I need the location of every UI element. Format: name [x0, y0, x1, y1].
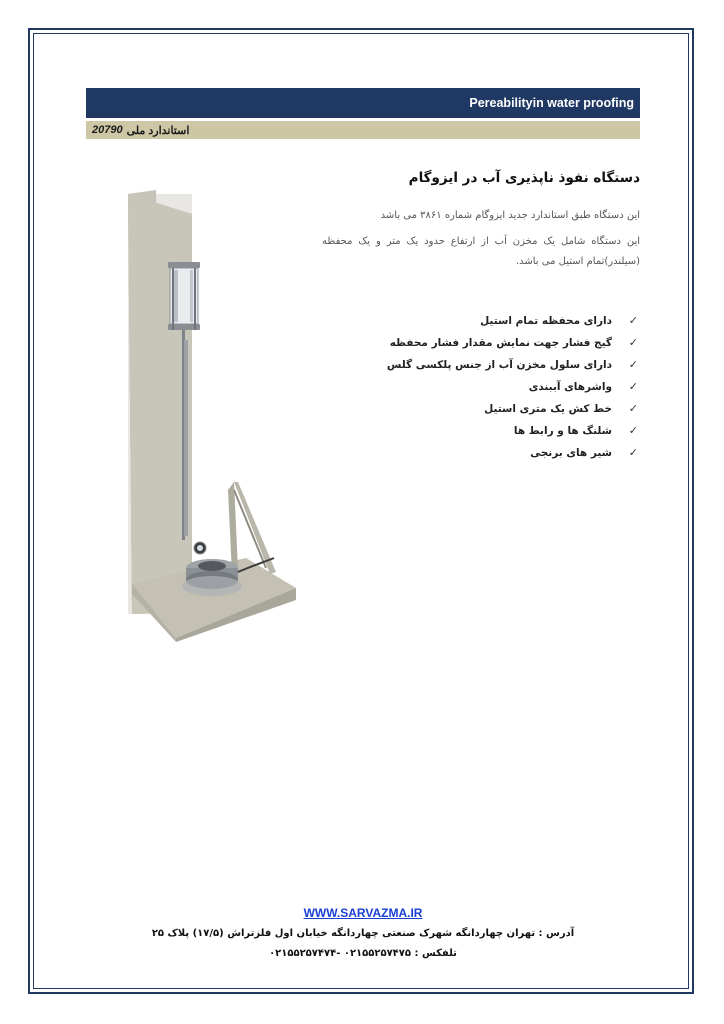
- website-link[interactable]: WWW.SARVAZMA.IR: [303, 906, 423, 920]
- check-icon: ✓: [628, 336, 638, 349]
- feature-item: ✓ شیر های برنجی: [322, 442, 612, 464]
- check-icon: ✓: [628, 380, 638, 393]
- feature-item: ✓ شلنگ ها و رابط ها: [322, 420, 612, 442]
- feature-item: ✓ دارای سلول مخزن آب از جنس پلکسی گلس: [322, 354, 612, 376]
- header-title: Pereabilityin water proofing: [469, 96, 634, 110]
- header-bar: [86, 88, 640, 118]
- phone-text: تلفکس : ۰۲۱۵۵۲۵۷۴۷۵ -۰۲۱۵۵۲۵۷۴۷۴: [269, 948, 457, 959]
- check-icon: ✓: [628, 402, 638, 415]
- product-title: دستگاه نفوذ ناپذیری آب در ایزوگام: [408, 170, 640, 186]
- check-icon: ✓: [628, 314, 638, 327]
- address-text: آدرس : تهران چهاردانگه شهرک صنعتی چهاردانگه خیابان اول فلزتراش (۱۷/۵) پلاک ۲۵: [151, 928, 575, 939]
- standard-label: استاندارد ملی: [126, 124, 190, 137]
- check-icon: ✓: [628, 358, 638, 371]
- standard-number: 20790: [92, 124, 123, 136]
- feature-item: ✓ گیج فشار جهت نمایش مقدار فشار محفظه: [322, 332, 612, 354]
- description-paragraph: این دستگاه شامل یک مخزن آب از ارتفاع حدود یک متر و یک محفظه (سیلندر)تمام استیل می باشد.: [322, 236, 640, 267]
- feature-item: ✓ خط کش یک متری استیل: [322, 398, 612, 420]
- feature-item: ✓ واشرهای آببندی: [322, 376, 612, 398]
- device-photo: [126, 190, 298, 642]
- product-description: [322, 170, 640, 464]
- standard-bar: [86, 121, 640, 139]
- footer: [86, 906, 640, 964]
- check-icon: ✓: [628, 446, 638, 459]
- feature-list: [322, 310, 640, 464]
- feature-item: ✓ دارای محفظه تمام استیل: [322, 310, 612, 332]
- description-paragraph: این دستگاه طبق استاندارد جدید ایزوگام شماره ۳۸۶۱ می باشد: [380, 210, 640, 221]
- check-icon: ✓: [628, 424, 638, 437]
